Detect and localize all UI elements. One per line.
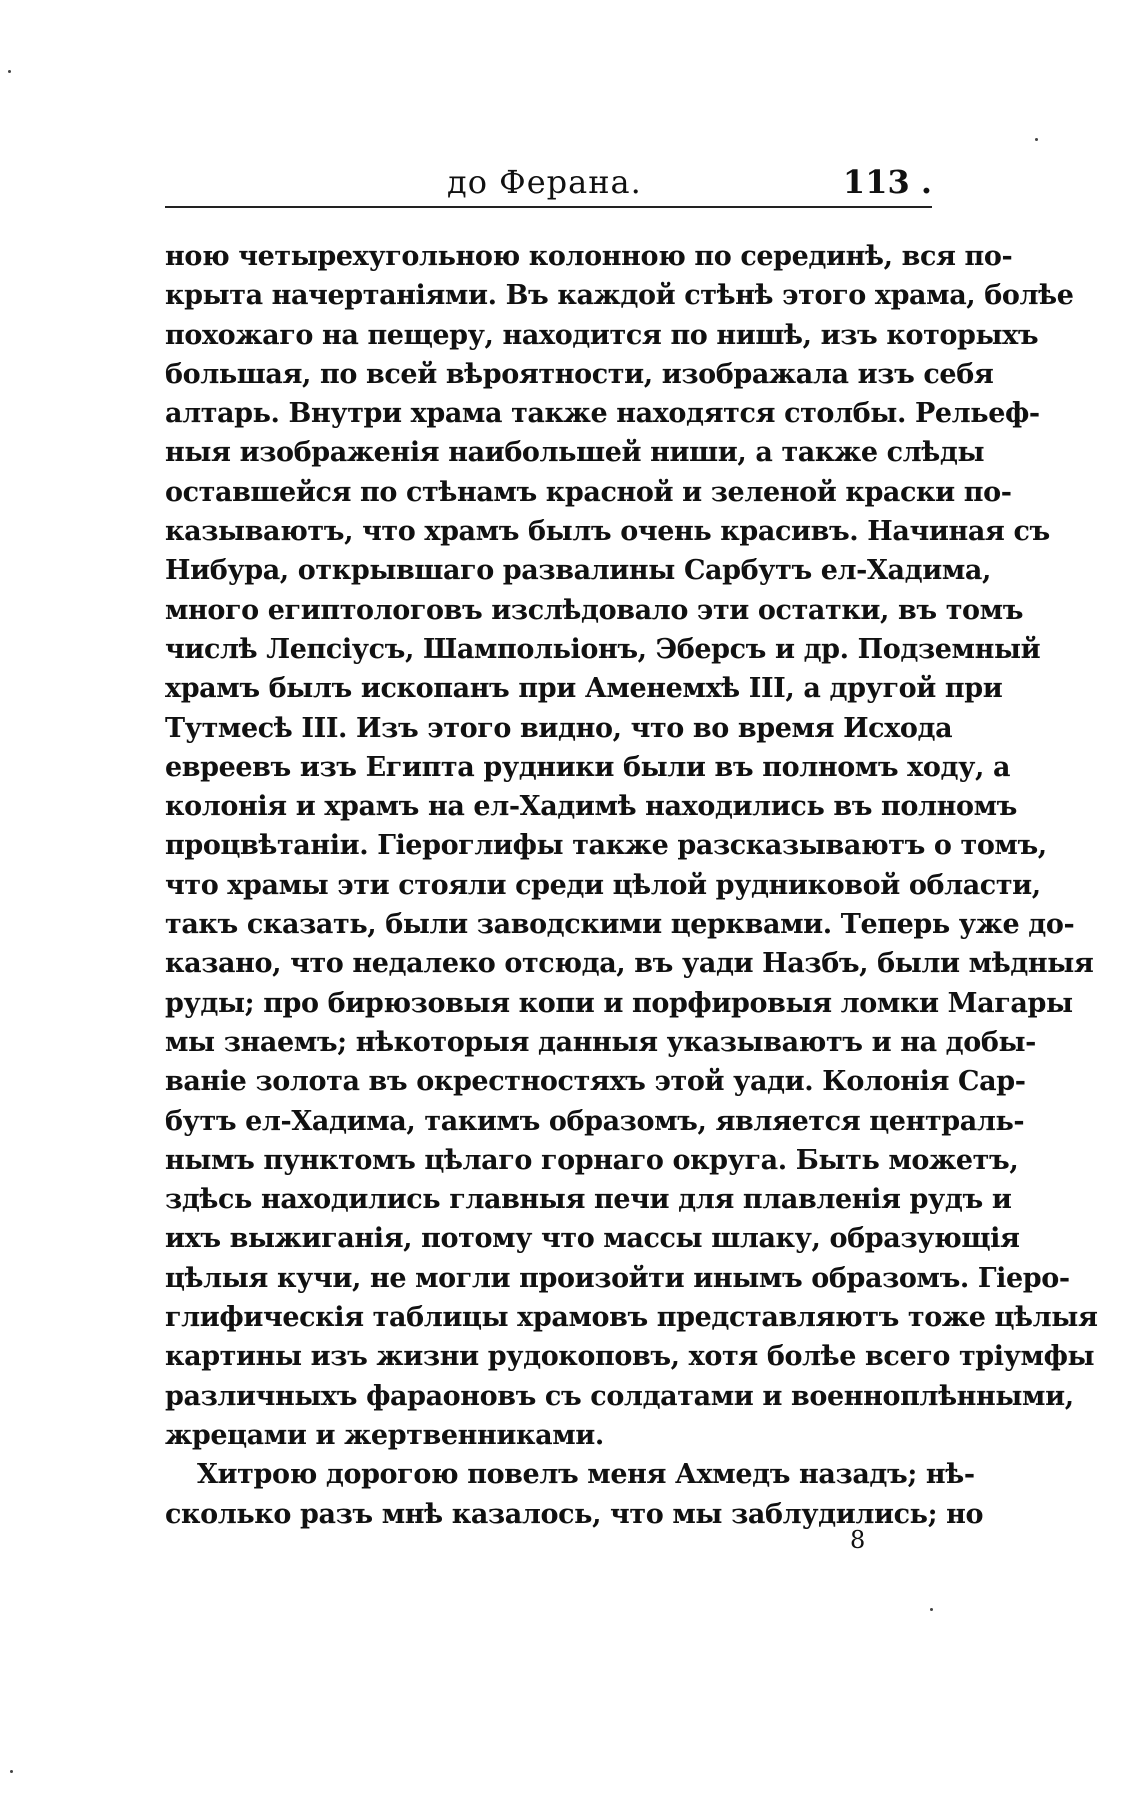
paper-speck (10, 1770, 13, 1773)
text-line: руды; про бирюзовыя копи и порфировыя ломки Магары (165, 987, 1073, 1019)
text-line-paragraph-end: жрецами и жертвенниками. (165, 1419, 604, 1451)
text-line: такъ сказать, были заводскими церквами. Теперь уже до- (165, 909, 1075, 941)
text-line: сколько разъ мнѣ казалось, что мы заблудились; но (165, 1498, 984, 1530)
text-line: похожаго на пещеру, находится по нишѣ, изъ которыхъ (165, 319, 1039, 351)
page-number: 113 . (842, 163, 932, 201)
text-line: Тутмесѣ III. Изъ этого видно, что во время Исхода (165, 712, 953, 744)
text-line: картины изъ жизни рудокоповъ, хотя болѣе всего тріумфы (165, 1341, 1095, 1373)
text-line: бутъ ел-Хадима, такимъ образомъ, является централь- (165, 1105, 1025, 1137)
text-line: колонія и храмъ на ел-Хадимѣ находились въ полномъ (165, 791, 1017, 823)
page-header (165, 160, 932, 204)
text-line: храмъ былъ ископанъ при Аменемхѣ III, а другой при (165, 673, 1003, 705)
text-line: глифическія таблицы храмовъ представляютъ тоже цѣлыя (165, 1302, 1098, 1334)
text-line-paragraph-start: Хитрою дорогою повелъ меня Ахмедъ назадъ; нѣ- (197, 1459, 975, 1491)
text-line: казано, что недалеко отсюда, въ уади Назбъ, были мѣдныя (165, 948, 1094, 980)
text-line: евреевъ изъ Египта рудники были въ полномъ ходу, а (165, 751, 1011, 783)
text-line: много египтологовъ изслѣдовало эти остатки, въ томъ (165, 594, 1024, 626)
text-line: различныхъ фараоновъ съ солдатами и военноплѣнными, (165, 1380, 1074, 1412)
text-line: числѣ Лепсіусъ, Шампольіонъ, Эберсъ и др. Подземный (165, 633, 1041, 665)
text-line: ваніе золота въ окрестностяхъ этой уади. Колонія Сар- (165, 1066, 1026, 1098)
text-line: мы знаемъ; нѣкоторыя данныя указываютъ и на добы- (165, 1026, 1036, 1058)
paper-speck (930, 1608, 933, 1611)
text-line: нымъ пунктомъ цѣлаго горнаго округа. Быть можетъ, (165, 1144, 1019, 1176)
header-rule (165, 206, 932, 208)
paper-speck (1035, 138, 1038, 141)
text-line: ихъ выжиганія, потому что массы шлаку, образующія (165, 1223, 1020, 1255)
text-line: здѣсь находились главныя печи для плавленія рудъ и (165, 1184, 1012, 1216)
body-text (165, 237, 1098, 1534)
signature-mark: 8 (850, 1526, 866, 1554)
text-line: что храмы эти стояли среди цѣлой рудниковой области, (165, 869, 1041, 901)
text-line: ныя изображенія наибольшей ниши, а также слѣды (165, 437, 985, 469)
text-line: Нибура, открывшаго развалины Сарбутъ ел-Хадима, (165, 555, 991, 587)
text-line: оставшейся по стѣнамъ красной и зеленой краски по- (165, 476, 1012, 508)
text-line: казываютъ, что храмъ былъ очень красивъ. Начиная съ (165, 516, 1050, 548)
running-title: до Ферана. (447, 163, 642, 201)
text-line: ною четырехугольною колонною по серединѣ, вся по- (165, 241, 1013, 272)
text-line: большая, по всей вѣроятности, изображала изъ себя (165, 358, 994, 390)
text-line: цѣлыя кучи, не могли произойти инымъ образомъ. Гіеро- (165, 1262, 1070, 1294)
paper-speck (8, 70, 11, 73)
text-line: крыта начертаніями. Въ каждой стѣнѣ этого храма, болѣе (165, 280, 1074, 312)
text-line: алтарь. Внутри храма также находятся столбы. Рельеф- (165, 398, 1040, 430)
text-line: процвѣтаніи. Гіероглифы также разсказываютъ о томъ, (165, 830, 1047, 862)
